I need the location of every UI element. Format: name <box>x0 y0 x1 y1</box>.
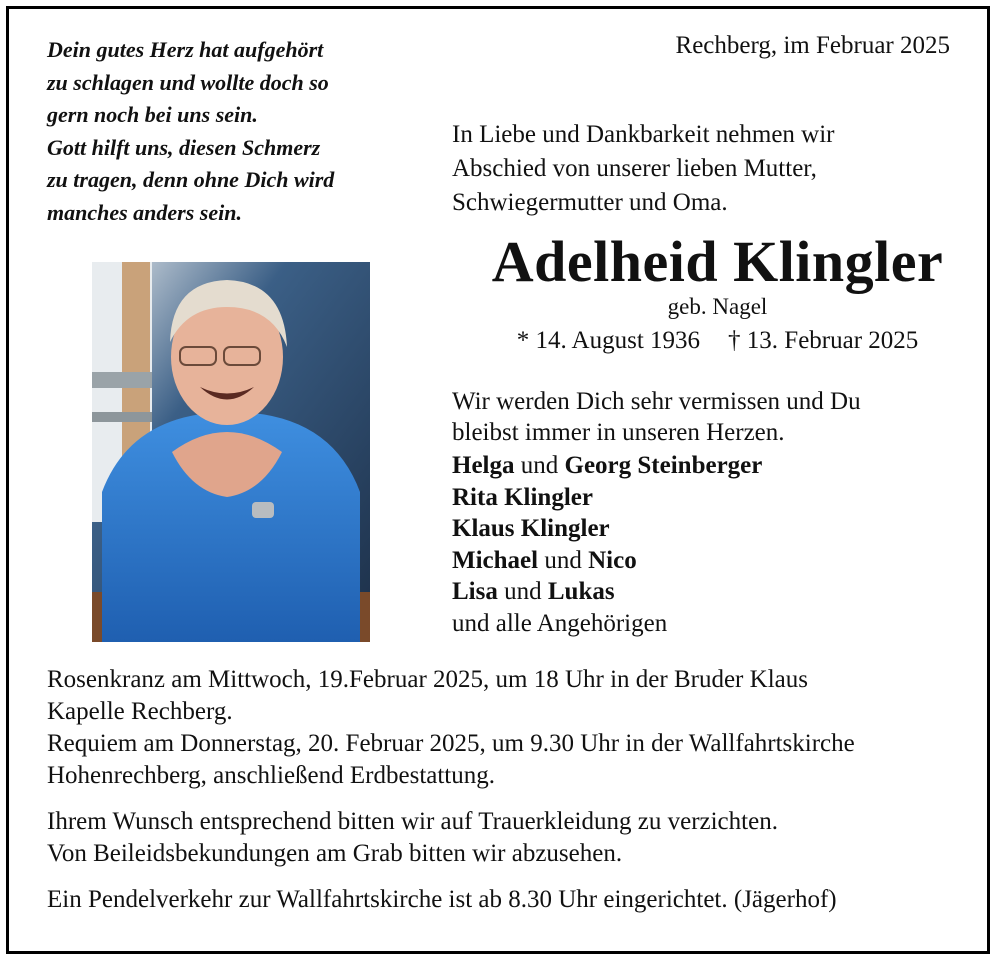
place-date: Rechberg, im Februar 2025 <box>675 32 950 59</box>
birth-date: * 14. August 1936 <box>516 327 701 354</box>
intro-line: Abschied von unserer lieben Mutter, <box>452 155 817 182</box>
intro-text <box>452 118 952 220</box>
farewell-message <box>452 386 972 448</box>
death-date: † 13. Februar 2025 <box>728 327 919 354</box>
poem-line: gern noch bei uns sein. <box>47 102 258 127</box>
family-member: Lukas <box>547 578 615 605</box>
family-line <box>452 545 972 577</box>
conjunction: und <box>520 452 559 479</box>
requiem-info <box>47 728 967 792</box>
family-member: Helga <box>452 452 515 479</box>
service-info <box>47 664 967 916</box>
family-list <box>452 450 972 639</box>
wishes-info <box>47 806 967 870</box>
family-member: Georg Steinberger <box>564 452 763 479</box>
portrait-photo <box>92 262 370 642</box>
info-line: Hohenrechberg, anschließend Erdbestattung. <box>47 762 495 789</box>
family-member: Rita Klingler <box>452 483 593 511</box>
family-line <box>452 482 972 514</box>
rosary-info <box>47 664 967 728</box>
info-line: Ein Pendelverkehr zur Wallfahrtskirche ist ab 8.30 Uhr eingerichtet. (Jägerhof) <box>47 886 837 913</box>
conjunction: und <box>544 546 582 574</box>
poem-line: Gott hilft uns, diesen Schmerz <box>47 134 321 160</box>
message-line: bleibst immer in unseren Herzen. <box>452 419 785 446</box>
family-member: Michael <box>452 546 539 574</box>
info-line: Rosenkranz am Mittwoch, 19.Februar 2025, um 18 Uhr in der Bruder Klaus <box>47 666 808 693</box>
deceased-name: Adelheid Klingler <box>491 229 944 294</box>
family-line: und alle Angehörigen <box>452 609 668 637</box>
family-member: Klaus Klingler <box>452 515 610 542</box>
family-line <box>452 450 972 482</box>
life-dates <box>440 327 995 355</box>
maiden-name: geb. Nagel <box>667 294 768 319</box>
conjunction: und <box>504 578 542 605</box>
family-member: Lisa <box>452 578 498 605</box>
poem-line: zu tragen, denn ohne Dich wird <box>47 167 335 192</box>
info-line: Ihrem Wunsch entsprechend bitten wir auf Trauerkleidung zu verzichten. <box>47 808 778 835</box>
family-member: Nico <box>588 546 637 574</box>
family-line <box>452 513 972 545</box>
message-line: Wir werden Dich sehr vermissen und Du <box>452 388 861 415</box>
info-line: Von Beileidsbekundungen am Grab bitten wir abzusehen. <box>47 840 623 867</box>
poem-line: zu schlagen und wollte doch so <box>47 69 329 95</box>
intro-line: Schwiegermutter und Oma. <box>452 189 728 216</box>
poem <box>47 34 417 229</box>
poem-line: Dein gutes Herz hat aufgehört <box>47 37 324 62</box>
intro-line: In Liebe und Dankbarkeit nehmen wir <box>452 121 835 148</box>
info-line: Kapelle Rechberg. <box>47 698 233 725</box>
info-line: Requiem am Donnerstag, 20. Februar 2025, um 9.30 Uhr in der Wallfahrtskirche <box>47 730 855 757</box>
family-line <box>452 576 972 608</box>
shuttle-info <box>47 884 967 916</box>
portrait-image <box>92 262 370 642</box>
poem-line: manches anders sein. <box>47 199 242 225</box>
